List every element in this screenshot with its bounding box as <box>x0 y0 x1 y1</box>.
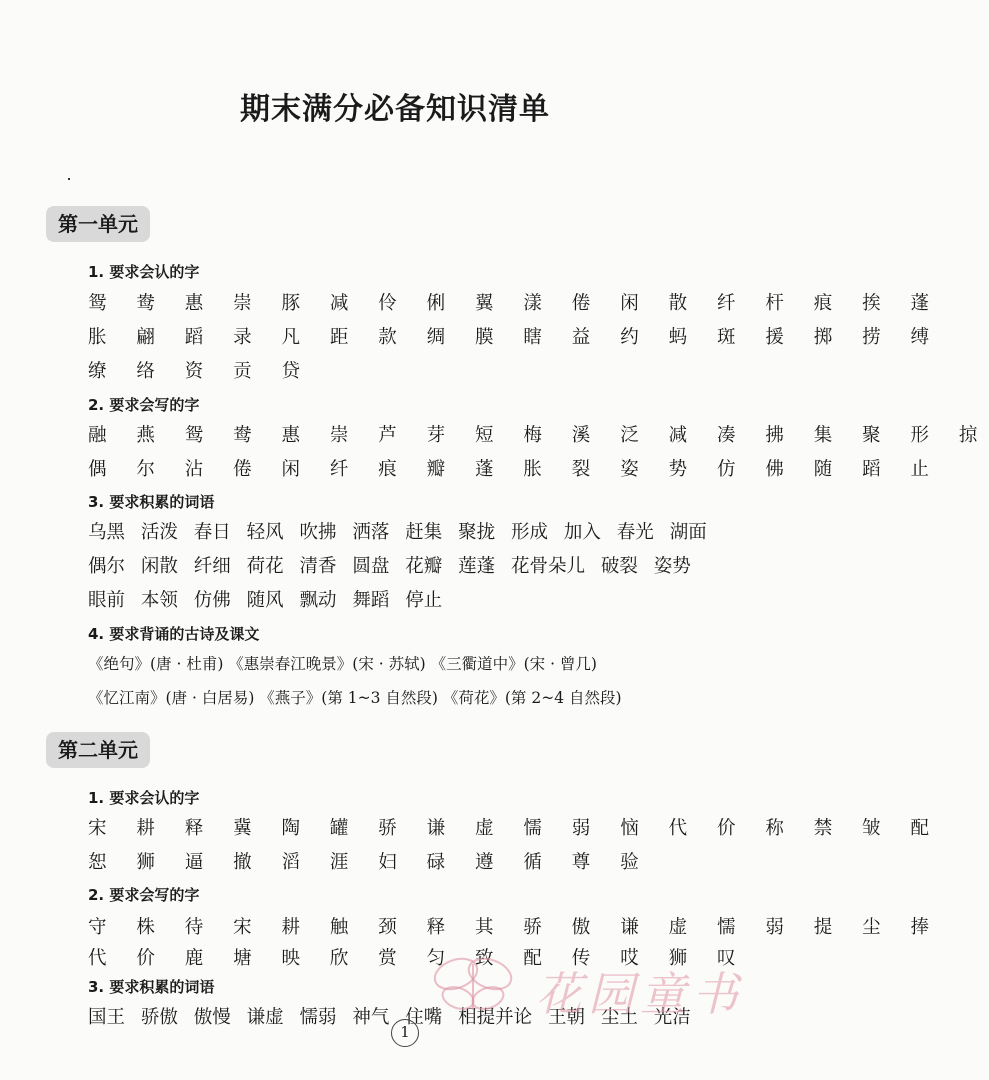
char-row: 缭 络 资 贡 贷 <box>88 361 313 382</box>
word-row: 乌黑 活泼 春日 轻风 吹拂 洒落 赶集 聚拢 形成 加入 春光 湖面 <box>88 522 707 543</box>
char-row: 偶 尔 沾 倦 闲 纤 痕 瓣 蓬 胀 裂 姿 势 仿 佛 随 蹈 止 <box>88 459 941 480</box>
butterfly-logo-icon <box>418 952 528 1016</box>
page-title: 期末满分必备知识清单 <box>240 92 550 127</box>
unit-2-section-1-heading: 1. 要求会认的字 <box>88 789 200 807</box>
unit-1-section-1-heading: 1. 要求会认的字 <box>88 263 200 281</box>
unit-2-header: 第二单元 <box>46 732 150 768</box>
unit-1-section-3-heading: 3. 要求积累的词语 <box>88 493 215 511</box>
char-row: 融 燕 鸳 鸯 惠 崇 芦 芽 短 梅 溪 泛 减 凑 拂 集 聚 形 掠 <box>88 425 989 446</box>
unit-2-section-3-heading: 3. 要求积累的词语 <box>88 978 215 996</box>
page-number: 1 <box>391 1019 419 1047</box>
char-row: 胀 翩 蹈 录 凡 距 款 绸 膜 瞎 益 约 蚂 斑 援 掷 捞 缚 <box>88 327 941 348</box>
poem-row: 《绝句》(唐 · 杜甫) 《惠崇春江晚景》(宋 · 苏轼) 《三衢道中》(宋 · 曾几) <box>88 655 597 673</box>
word-row: 偶尔 闲散 纤细 荷花 清香 圆盘 花瓣 莲蓬 花骨朵儿 破裂 姿势 <box>88 556 691 577</box>
watermark <box>418 950 758 1020</box>
char-row: 鸳 鸯 惠 崇 豚 减 伶 俐 翼 漾 倦 闲 散 纤 杆 痕 挨 蓬 <box>88 293 941 314</box>
word-row: 国王 骄傲 傲慢 谦虚 懦弱 神气 住嘴 相提并论 王朝 尘土 光洁 <box>88 1007 691 1028</box>
unit-1-section-4-heading: 4. 要求背诵的古诗及课文 <box>88 625 260 643</box>
char-row: 守 株 待 宋 耕 触 颈 释 其 骄 傲 谦 虚 懦 弱 提 尘 捧 <box>88 917 941 938</box>
char-row: 恕 狮 逼 撤 滔 涯 妇 碌 遵 循 尊 验 <box>88 852 651 873</box>
poem-row: 《忆江南》(唐 · 白居易) 《燕子》(第 1~3 自然段) 《荷花》(第 2~4 自然段) <box>88 689 622 707</box>
watermark-text: 花园童书 <box>536 967 744 1021</box>
unit-2-section-2-heading: 2. 要求会写的字 <box>88 886 200 904</box>
stray-dot <box>68 178 70 180</box>
word-row: 眼前 本领 仿佛 随风 飘动 舞蹈 停止 <box>88 590 443 611</box>
unit-1-header: 第一单元 <box>46 206 150 242</box>
char-row: 宋 耕 释 冀 陶 罐 骄 谦 虚 懦 弱 恼 代 价 称 禁 皱 配 <box>88 818 941 839</box>
char-row: 代 价 鹿 塘 映 欣 赏 匀 致 配 传 哎 狮 叹 <box>88 948 748 969</box>
unit-1-section-2-heading: 2. 要求会写的字 <box>88 396 200 414</box>
